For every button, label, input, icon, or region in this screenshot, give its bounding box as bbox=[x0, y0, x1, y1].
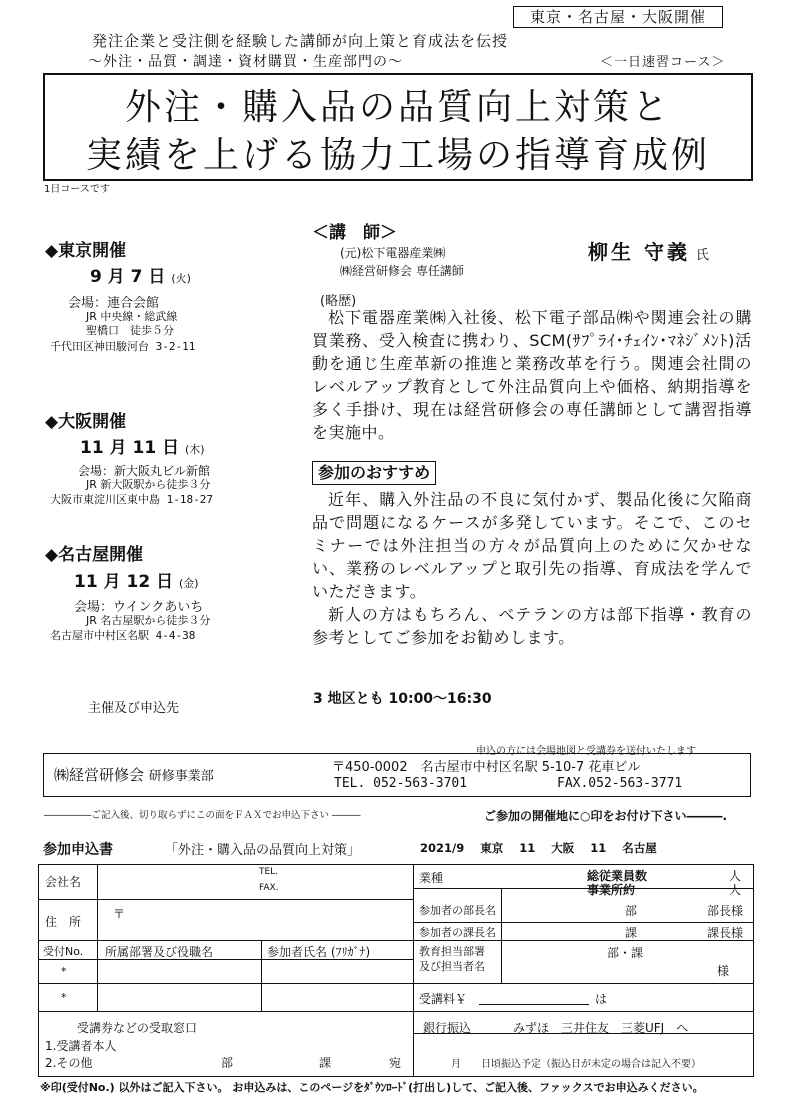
nagoya-hall: 会場：ウインクあいち bbox=[74, 600, 204, 615]
option-to: 宛 bbox=[389, 1056, 402, 1070]
option-section: 課 bbox=[319, 1056, 332, 1070]
option-2[interactable]: 2.その他 bbox=[45, 1056, 93, 1070]
osaka-access: JR 新大阪駅から徒歩３分 bbox=[86, 478, 211, 491]
schedule-time: 3 地区とも 10:00〜16:30 bbox=[313, 691, 492, 707]
address-label: 住 所 bbox=[45, 915, 82, 929]
edu-dept: 部・課 bbox=[607, 946, 644, 960]
nagoya-heading: ◆名古屋開催 bbox=[45, 545, 144, 565]
receipt-window-label: 受講券などの受取窓口 bbox=[77, 1021, 198, 1035]
office-label: 事業所約 bbox=[587, 883, 636, 897]
cities-badge: 東京・名古屋・大阪開催 bbox=[513, 6, 723, 28]
osaka-date: 11 月 11 日 (木) bbox=[80, 438, 205, 458]
application-venues: 2021/9 東京 11 大阪 11 名古屋 bbox=[420, 841, 657, 855]
title-box bbox=[43, 73, 753, 181]
application-heading: 参加申込書 bbox=[43, 842, 113, 858]
fee-unit: は bbox=[595, 992, 608, 1006]
organizer-tel: TEL. 052-563-3701 bbox=[334, 776, 468, 791]
dept-position-input-2[interactable] bbox=[99, 984, 261, 1011]
manager-input[interactable] bbox=[502, 889, 753, 922]
industry-label: 業種 bbox=[419, 871, 444, 885]
bio-heading: (略歴) bbox=[320, 294, 357, 309]
participant-input-1[interactable] bbox=[262, 960, 413, 983]
manager-dept-unit: 部 bbox=[625, 904, 638, 918]
manager-title: 部長様 bbox=[707, 904, 744, 918]
organizer-heading: 主催及び申込先 bbox=[88, 701, 180, 716]
intro-line-1: 発注企業と受注側を経験した講師が向上策と育成法を伝授 bbox=[92, 32, 509, 50]
bio-text: 松下電器産業㈱入社後、松下電子部品㈱や関連会社の購買業務、受入検査に携わり、SCM(ｻﾌﾟﾗｲ･ﾁｪｲﾝ･ﾏﾈｼﾞﾒﾝﾄ)活動を通じ生産革新の推進と業務改革を行う。関連会社間のレベルアップ教育として外注品質向上や価格、納期指導を多く手掛け、現在は経営研修会の専任講師として講習指導を実施中。 bbox=[312, 308, 752, 442]
title-line-1: 外注・購入品の品質向上対策と bbox=[124, 87, 671, 128]
tel-label: TEL. bbox=[259, 867, 279, 877]
osaka-hall: 会場：新大阪丸ビル新館 bbox=[78, 464, 211, 478]
application-osaka[interactable]: 11 大阪 bbox=[519, 841, 575, 855]
section-input[interactable] bbox=[502, 923, 753, 940]
employees-unit: 人 bbox=[729, 869, 742, 883]
lecturer-org-2: ㈱経営研修会 専任講師 bbox=[340, 264, 464, 278]
application-title: 「外注・購入品の品質向上対策」 bbox=[165, 843, 361, 858]
tokyo-heading: ◆東京開催 bbox=[45, 241, 127, 261]
office-unit: 人 bbox=[729, 883, 742, 897]
intro-line-2: 〜外注・品質・調達・資材購買・生産部門の〜 bbox=[88, 54, 403, 70]
organizer-box bbox=[43, 753, 751, 797]
application-nagoya[interactable]: 11 名古屋 bbox=[590, 841, 657, 855]
option-1[interactable]: 1.受講者本人 bbox=[45, 1039, 117, 1053]
participant-input-2[interactable] bbox=[262, 984, 413, 1011]
course-type: ＜一日速習コース＞ bbox=[600, 55, 726, 70]
organizer-fax: FAX.052-563-3771 bbox=[557, 776, 683, 791]
tokyo-access-1: JR 中央線・総武線 bbox=[86, 310, 178, 323]
transfer-note: 月 日頃振込予定（振込日が未定の場合は記入不要） bbox=[451, 1059, 701, 1070]
recommend-para-1: 近年、購入外注品の不良に気付かず、製品化後に欠陥商品で問題になるケースが多発しています。そこで、このセミナーでは外注担当の方々が品質向上のために欠かせない、業務のレベルアップと取引先の指導、育成法を学んでいただきます。 bbox=[312, 490, 752, 601]
application-form bbox=[38, 864, 754, 1077]
lecturer-heading: ＜講 師＞ bbox=[312, 223, 397, 243]
section-label: 参加者の課長名 bbox=[419, 926, 496, 939]
title-line-2: 実績を上げる協力工場の指導育成例 bbox=[85, 135, 710, 176]
tokyo-address: 千代田区神田駿河台 3-2-11 bbox=[50, 340, 196, 353]
company-label: 会社名 bbox=[45, 875, 82, 889]
footnote: ※印(受付No.) 以外はご記入下さい。 お申込みは、このページをﾀﾞｳﾝﾛｰﾄﾞ(打出し)して、ご記入後、ファックスでお申込みください。 bbox=[40, 1081, 704, 1094]
cut-note-left: ―――――ご記入後、切り取らずにこの面をＦＡＸでお申込下さい ――― bbox=[44, 810, 361, 821]
organizer-name: ㈱経営研修会 研修事業部 bbox=[54, 766, 214, 784]
asterisk-2: * bbox=[61, 991, 67, 1004]
edu-sama: 様 bbox=[717, 964, 730, 978]
employees-label: 総従業員数 bbox=[587, 869, 648, 883]
recommend-para-2: 新人の方はもちろん、ベテランの方は部下指導・教育の参考としてご参加をお勧めします。 bbox=[312, 605, 752, 647]
nagoya-access: JR 名古屋駅から徒歩３分 bbox=[86, 614, 211, 627]
tokyo-date: 9 月 7 日 (火) bbox=[90, 267, 191, 287]
dept-position-input-1[interactable] bbox=[99, 960, 261, 983]
lecturer-org-1: (元)松下電器産業㈱ bbox=[340, 246, 446, 260]
dept-position-label: 所属部署及び役職名 bbox=[105, 945, 214, 959]
lecturer-org bbox=[340, 244, 464, 280]
fee-label: 受講料￥ bbox=[419, 992, 468, 1006]
asterisk-1: * bbox=[61, 965, 67, 978]
bank-label: 銀行振込 bbox=[423, 1021, 472, 1035]
fee-underline bbox=[479, 1004, 589, 1005]
osaka-address: 大阪市東淀川区東中島 1-18-27 bbox=[50, 493, 213, 506]
option-dept: 部 bbox=[221, 1056, 234, 1070]
edu-label-2: 及び担当者名 bbox=[419, 960, 485, 973]
tokyo-access-2: 聖橋口 徒歩５分 bbox=[86, 324, 174, 337]
lecturer-honorific: 氏 bbox=[696, 248, 710, 263]
fax-label: FAX. bbox=[259, 883, 279, 893]
postal-mark: 〒 bbox=[113, 907, 126, 921]
manager-label: 参加者の部長名 bbox=[419, 904, 496, 917]
edu-input[interactable] bbox=[502, 941, 753, 983]
company-input[interactable] bbox=[99, 865, 413, 899]
send-note: 申込の方には会場地図と受講券を送付いたします bbox=[476, 746, 696, 757]
edu-label-1: 教育担当部署 bbox=[419, 945, 485, 958]
osaka-heading: ◆大阪開催 bbox=[45, 412, 127, 432]
cut-note-right: ご参加の開催地に○印をお付け下さい―――. bbox=[484, 809, 728, 823]
lecturer-name: 柳生 守義 bbox=[588, 240, 690, 264]
recommend-heading: 参加のおすすめ bbox=[312, 461, 436, 485]
section-title: 課長様 bbox=[707, 926, 744, 940]
address-input[interactable] bbox=[99, 900, 413, 940]
participant-label: 参加者氏名 (ﾌﾘｶﾞﾅ) bbox=[267, 945, 371, 959]
section-unit: 課 bbox=[625, 926, 638, 940]
one-day-note: 1日コースです bbox=[44, 184, 110, 195]
nagoya-address: 名古屋市中村区名駅 4-4-38 bbox=[50, 629, 196, 642]
bank-names: みずほ 三井住友 三菱UFJ へ bbox=[513, 1021, 689, 1035]
receipt-no-label: 受付No. bbox=[43, 945, 84, 958]
nagoya-date: 11 月 12 日 (金) bbox=[74, 572, 199, 592]
organizer-address: 〒450-0002 名古屋市中村区名駅 5-10-7 花車ビル bbox=[332, 760, 641, 775]
tokyo-hall: 会場：連合会館 bbox=[68, 296, 160, 311]
